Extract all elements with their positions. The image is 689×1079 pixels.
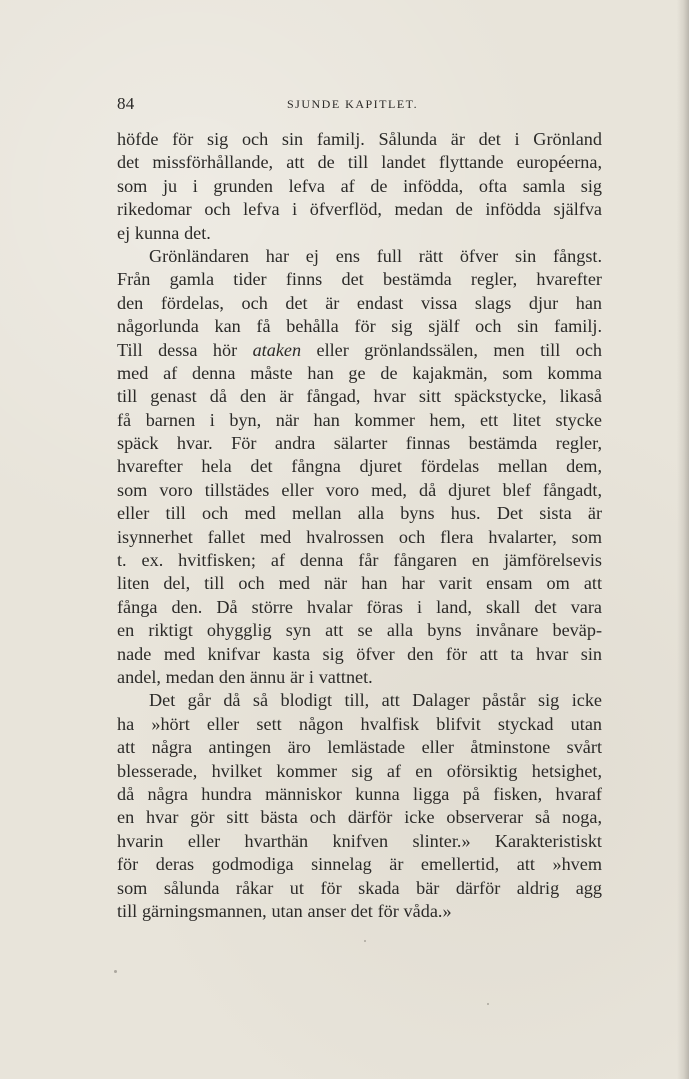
text-line-17: eller till och med mellan alla byns hus. Det sista är <box>117 503 602 524</box>
page-header <box>117 94 602 116</box>
text-line-33: som sålunda råkar ut för skada bär därför aldrig agg <box>117 877 602 898</box>
text-line-16: som voro tillstädes eller voro med, då djuret blef fångadt, <box>117 479 602 500</box>
text-line-5: ej kunna det. <box>117 222 211 243</box>
text-line-19: t. ex. hvitfisken; af denna får fångaren en jämförelsevis <box>117 550 602 571</box>
paper-speck <box>364 940 366 942</box>
text-line-20: liten del, till och med när han har varit ensam om att <box>117 573 602 594</box>
italic-term-ataken: ataken <box>252 339 302 360</box>
running-title: SJUNDE KAPITLET. <box>287 97 419 111</box>
text-line-14: späck hvar. För andra sälarter finnas bestämda regler, <box>117 433 602 454</box>
text-line-12: till genast då den är fångad, hvar sitt späckstycke, likaså <box>117 386 602 407</box>
text-line-30: en hvar gör sitt bästa och därför icke observerar så noga, <box>117 807 602 828</box>
text-line-25: Det går då så blodigt till, att Dalager påstår sig icke <box>149 690 602 711</box>
text-line-26: ha »hört eller sett någon hvalfisk blifvit styckad utan <box>117 713 602 734</box>
text-line-4: rikedomar och lefva i öfverflöd, medan de infödda själfva <box>117 199 602 220</box>
text-line-23: nade med knifvar kasta sig öfver den för att ta hvar sin <box>117 643 602 664</box>
text-line-10 <box>117 339 602 362</box>
main-text <box>117 128 602 923</box>
text-line-6: Grönländaren har ej ens full rätt öfver sin fångst. <box>149 245 602 266</box>
text-line-15: hvarefter hela det fångna djuret fördelas mellan dem, <box>117 456 602 477</box>
text-line-31: hvarin eller hvarthän knifven slinter.» Karakteristiskt <box>117 830 602 851</box>
text-line-22: en riktigt ohygglig syn att se alla byns invånare beväp- <box>117 620 602 641</box>
text-line-18: isynnerhet fallet med hvalrossen och flera hvalarter, som <box>117 526 602 547</box>
text-line-21: fånga den. Då större hvalar föras i land, skall det vara <box>117 596 602 617</box>
text-line-27: att några antingen äro lemlästade eller åtminstone svårt <box>117 737 602 758</box>
paper-speck <box>114 970 117 973</box>
text-line-3: som ju i grunden lefva af de infödda, ofta samla sig <box>117 175 602 196</box>
text-line-10-end: eller grönlandssälen, men till och <box>301 339 602 360</box>
text-line-24: andel, medan den ännu är i vattnet. <box>117 666 373 687</box>
text-line-11: med af denna måste han ge de kajakmän, som komma <box>117 362 602 383</box>
text-line-13: få barnen i byn, när han kommer hem, ett litet stycke <box>117 409 602 430</box>
text-line-7: Från gamla tider finns det bestämda regler, hvarefter <box>117 269 602 290</box>
text-line-34: till gärningsmannen, utan anser det för våda.» <box>117 900 452 921</box>
text-line-28: blesserade, hvilket kommer sig af en oförsiktig hetsighet, <box>117 760 602 781</box>
text-line-29: då några hundra människor kunna ligga på fisken, hvaraf <box>117 783 602 804</box>
text-line-9: någorlunda kan få behålla för sig själf och sin familj. <box>117 316 602 337</box>
text-line-32: för deras godmodiga sinnelag är emellertid, att »hvem <box>117 854 602 875</box>
paper-speck <box>487 1003 489 1005</box>
page-edge-shadow <box>677 0 689 1079</box>
text-line-2: det missförhållande, att de till landet flyttande européerna, <box>117 152 602 173</box>
text-line-1: höfde för sig och sin familj. Sålunda är det i Grönland <box>117 129 602 149</box>
text-line-10-start: Till dessa hör <box>117 339 253 360</box>
page-number: 84 <box>117 94 135 113</box>
text-line-8: den fördelas, och det är endast vissa slags djur han <box>117 292 602 313</box>
